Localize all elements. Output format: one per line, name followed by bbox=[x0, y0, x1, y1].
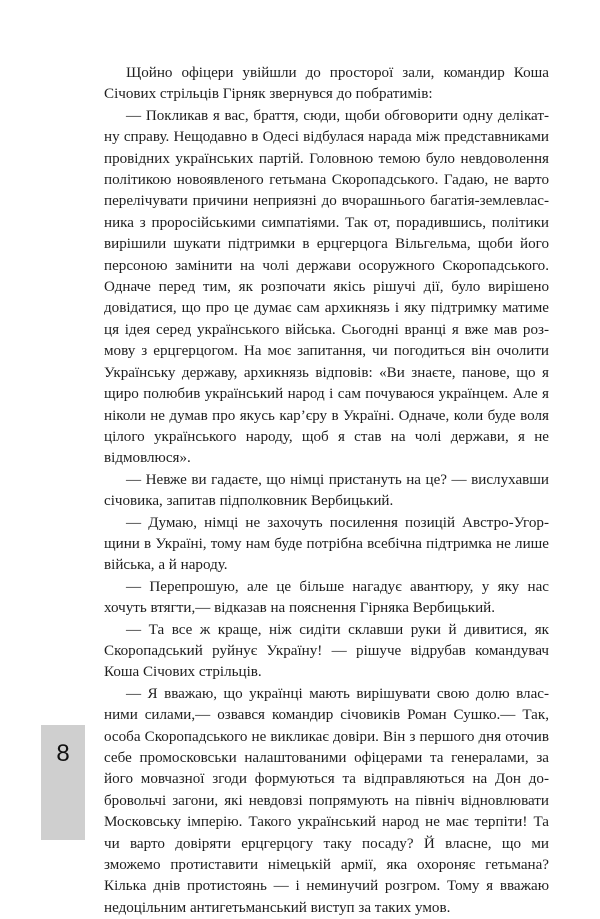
paragraph: — Невже ви гадаєте, що німці пристануть на це? — вислухавши січовика, запитав підполковник Вербицький. bbox=[104, 471, 549, 510]
paragraph: — Перепрошую, але це більше нагадує авантюру, у яку нас хочуть втягти,— відказав на пояснення Гірняка Вербицький. bbox=[104, 578, 549, 617]
paragraph: — Покликав я вас, браття, сюди, щоби обговорити одну делікатну справу. Нещодавно в Одесі відбулася нарада між представниками провідних українських партій. Головною темою було невдоволення політикою новоявленого гетьмана Скоропадського. Гадаю, не варто перелічувати причини неприязні до вчорашнього багатія-землевласника з проросійськими симпатіями. Так от, порадившись, політики вирішили шукати підтримки в ерцгерцога Вільгельма, щоби його персоною замінити на чолі держави осоружного Скоропадського. Одначе перед тим, як розпочати якісь рішучі дії, було вирішено довідатися, що про це думає сам архикнязь і яку підтримку матиме ця ідея серед українського війська. Сьогодні вранці я вже мав розмову з ерцгерцогом. На моє запитання, чи погодиться він очолити Українську державу, архикнязь відповів: «Ви знаєте, панове, що я щиро полюбив український народ і сам почуваюся українцем. Але я ніколи не думав про якусь кар’єру в Україні. Одначе, коли буде воля цілого українського народу, щоб я став на чолі держави, я не відмовлюся». bbox=[104, 107, 549, 467]
body-text bbox=[104, 63, 549, 919]
paragraph: — Думаю, німці не захочуть посилення позицій Австро-Угорщини в Україні, тому нам буде потрібна всебічна підтримка не лише війська, а й народу. bbox=[104, 514, 549, 574]
page-number: 8 bbox=[56, 740, 70, 767]
paragraph: — Та все ж краще, ніж сидіти склавши руки й дивитися, як Скоропадський руйнує Україну! — рішуче відрубав командувач Коша Січових стрільців. bbox=[104, 621, 549, 681]
paragraph: — Я вважаю, що українці мають вирішувати свою долю власними силами,— озвався командир січовиків Роман Сушко.— Так, особа Скоропадського не викликає довіри. Він з першого дня оточив себе промосковськи налаштованими офіцерами та генералами, за його мовчазної згоди формуються та відправляються на Дон добровольчі загони, які невдовзі попрямують на північ відновлювати Московську імперію. Такого український народ не має терпіти! Та чи варто довіряти ерцгерцогу таку посаду? Й власне, що ми зможемо протиставити німецькій армії, яка охороняє гетьмана? Кілька днів протистоянь — і неминучий розгром. Тому я вважаю недоцільним антигетьманський виступ за таких умов. bbox=[104, 685, 549, 916]
paragraph: Щойно офіцери увійшли до просторої зали, командир Коша Січових стрільців Гірняк звернувся до побратимів: bbox=[104, 65, 549, 103]
